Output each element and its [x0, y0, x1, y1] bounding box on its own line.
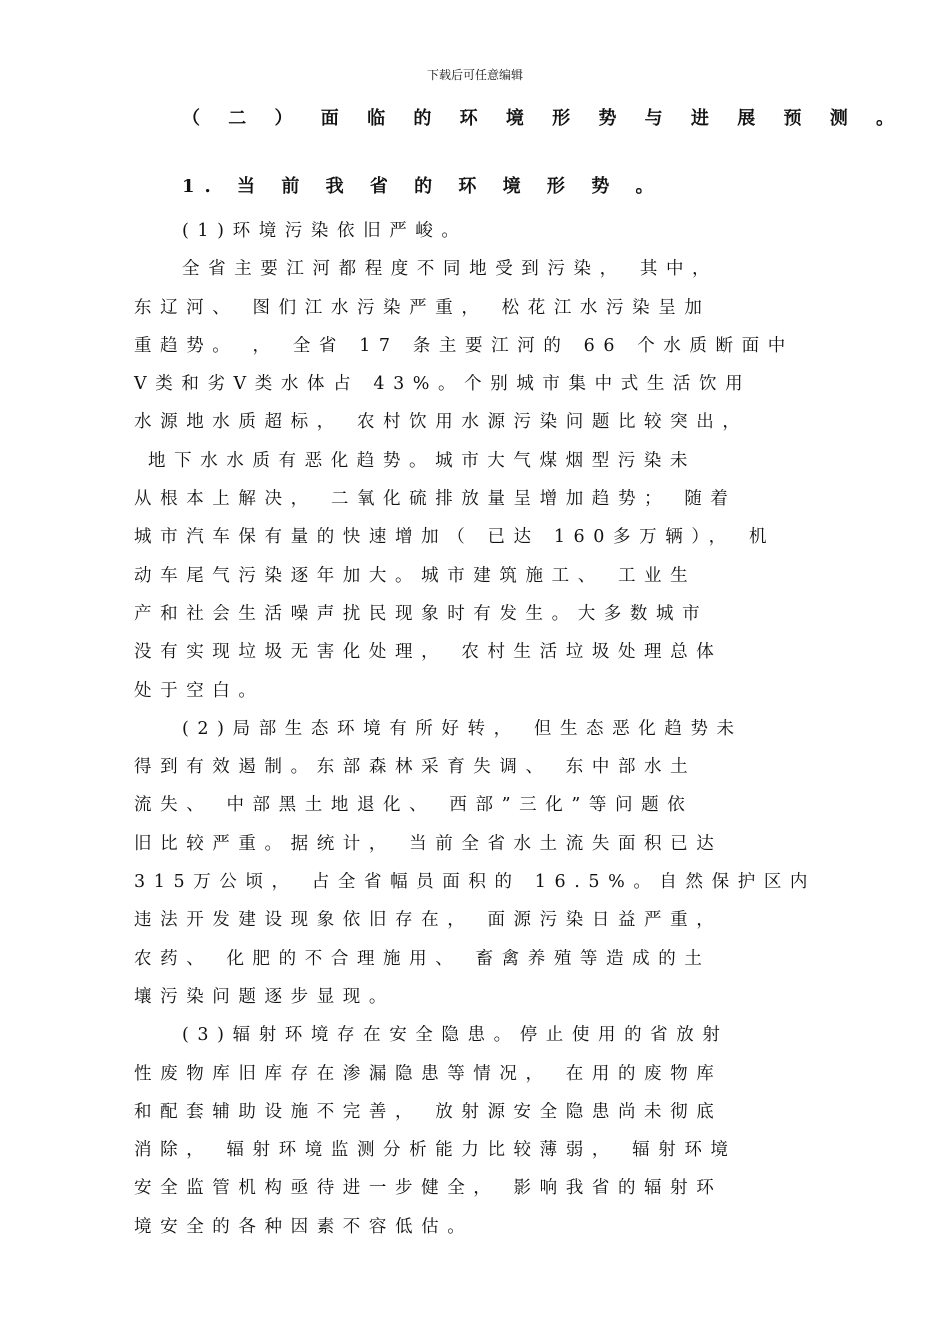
text-line: Ⅴ类和劣Ⅴ类水体占 43%。个别城市集中式生活饮用	[134, 374, 752, 395]
text-line: (3)辐射环境存在安全隐患。停止使用的省放射	[182, 1025, 729, 1046]
text-line: 安全监管机构亟待进一步健全， 影响我省的辐射环	[134, 1178, 723, 1199]
text-line: 地下水水质有恶化趋势。城市大气煤烟型污染未	[148, 450, 697, 471]
text-line: 旧比较严重。据统计， 当前全省水土流失面积已达	[134, 833, 723, 854]
text-line: 消除， 辐射环境监测分析能力比较薄弱， 辐射环境	[134, 1140, 737, 1161]
text-line: 境安全的各种因素不容低估。	[134, 1216, 474, 1237]
text-line: 违法开发建设现象依旧存在， 面源污染日益严重，	[134, 910, 723, 931]
text-line: 性废物库旧库存在渗漏隐患等情况， 在用的废物库	[134, 1063, 723, 1084]
body-text	[134, 212, 834, 1246]
text-line: 东辽河、 图们江水污染严重， 松花江水污染呈加	[134, 297, 711, 318]
text-line: 没有实现垃圾无害化处理， 农村生活垃圾处理总体	[134, 642, 723, 663]
text-line: 处于空白。	[134, 680, 265, 701]
text-line: (2)局部生态环境有所好转， 但生态恶化趋势未	[182, 718, 743, 739]
text-line: 流失、 中部黑土地退化、 西部”三化”等问题依	[134, 795, 694, 816]
text-line: 重趋势。 ， 全省 17 条主要江河的 66 个水质断面中	[134, 335, 794, 356]
text-line: 得到有效遏制。东部森林采育失调、 东中部水土	[134, 757, 697, 778]
text-line: 全省主要江河都程度不同地受到污染， 其中，	[182, 259, 719, 280]
subsection-heading: 1. 当 前 我 省 的 环 境 形 势 。	[182, 176, 664, 197]
text-line: 和配套辅助设施不完善， 放射源安全隐患尚未彻底	[134, 1101, 723, 1122]
text-line: 农药、 化肥的不合理施用、 畜禽养殖等造成的土	[134, 948, 711, 969]
text-line: (1)环境污染依旧严峻。	[182, 221, 468, 241]
text-line: 水源地水质超标， 农村饮用水源污染问题比较突出，	[134, 412, 749, 433]
text-line: 壤污染问题逐步显现。	[134, 986, 395, 1007]
text-line: 动车尾气污染逐年加大。城市建筑施工、 工业生	[134, 565, 697, 586]
text-line: 城市汽车保有量的快速增加（ 已达 160多万辆）， 机	[134, 527, 776, 548]
section-heading: （ 二 ） 面 临 的 环 境 形 势 与 进 展 预 测 。	[182, 108, 905, 129]
text-line: 产和社会生活噪声扰民现象时有发生。大多数城市	[134, 603, 709, 624]
text-line: 315万公顷， 占全省幅员面积的 16.5%。自然保护区内	[134, 872, 817, 893]
header-note: 下载后可任意编辑	[426, 68, 523, 82]
text-line: 从根本上解决， 二氧化硫排放量呈增加趋势； 随着	[134, 489, 737, 510]
